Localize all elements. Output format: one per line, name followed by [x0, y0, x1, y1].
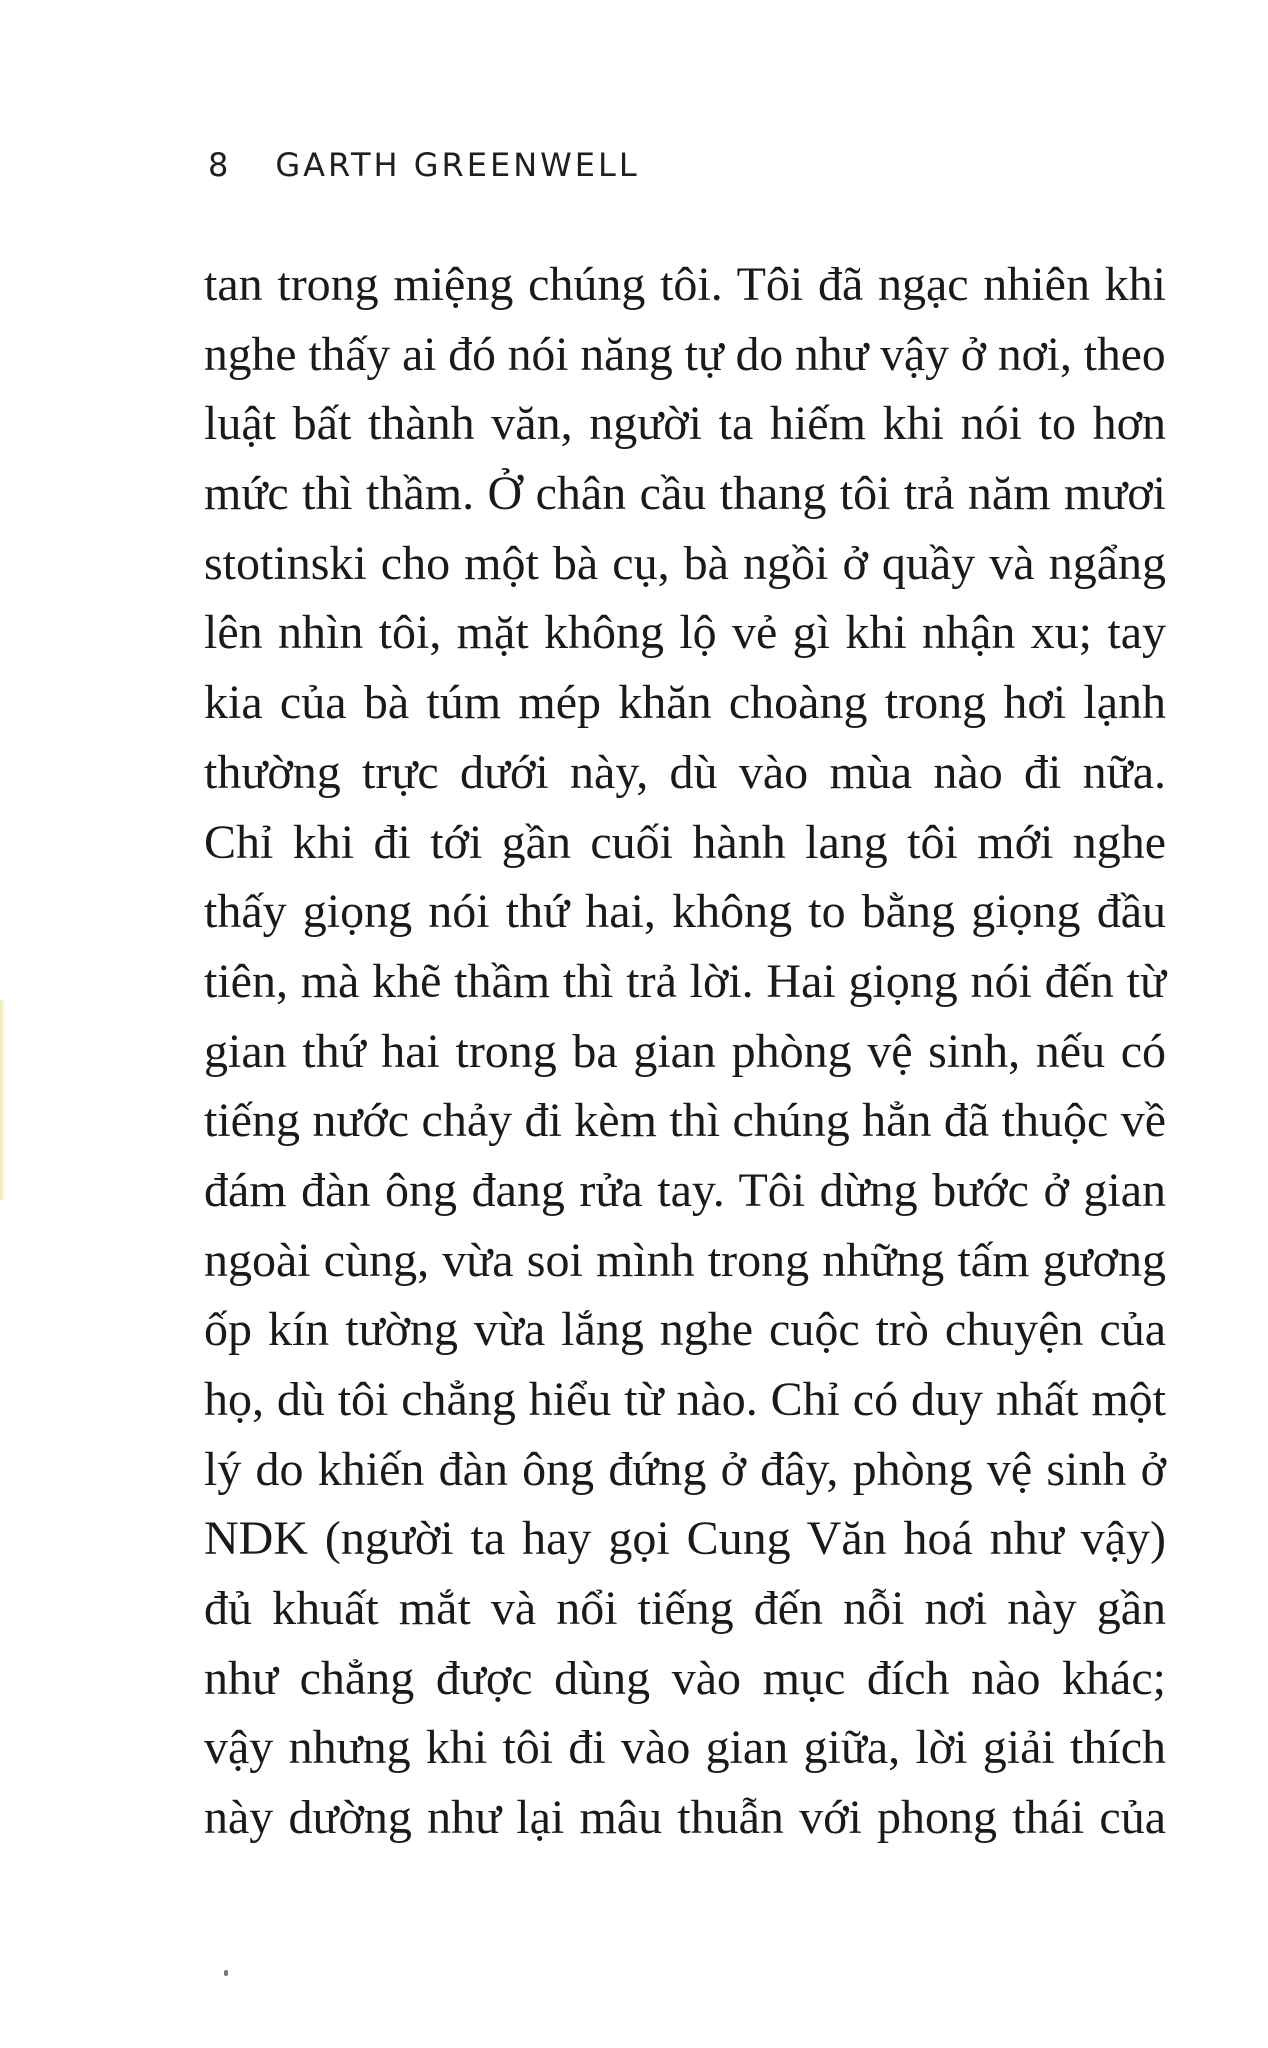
text-line: Chỉ khi đi tới gần cuối hành lang tôi mới nghe — [204, 815, 1166, 869]
text-line: tiếng nước chảy đi kèm thì chúng hẳn đã thuộc về — [204, 1094, 1166, 1148]
running-head — [208, 146, 640, 184]
text-line: gian thứ hai trong ba gian phòng vệ sinh, nếu có — [204, 1024, 1166, 1078]
text-line: lý do khiến đàn ông đứng ở đây, phòng vệ sinh ở — [204, 1442, 1166, 1496]
text-line: vậy nhưng khi tôi đi vào gian giữa, lời giải thích — [204, 1721, 1166, 1775]
author-name: GARTH GREENWELL — [275, 146, 640, 184]
text-line: ngoài cùng, vừa soi mình trong những tấm gương — [204, 1233, 1166, 1287]
text-line: lên nhìn tôi, mặt không lộ vẻ gì khi nhận xu; tay — [204, 606, 1166, 660]
text-line: đám đàn ông đang rửa tay. Tôi dừng bước ở gian — [204, 1163, 1166, 1217]
text-line: ốp kín tường vừa lắng nghe cuộc trò chuyện của — [204, 1303, 1166, 1357]
text-line: mức thì thầm. Ở chân cầu thang tôi trả năm mươi — [204, 467, 1166, 521]
text-line: nghe thấy ai đó nói năng tự do như vậy ở nơi, theo — [204, 327, 1166, 381]
paper-speck — [224, 1970, 228, 1976]
text-line: đủ khuất mắt và nổi tiếng đến nỗi nơi này gần — [204, 1582, 1166, 1636]
page-number: 8 — [208, 146, 232, 184]
text-line: như chẳng được dùng vào mục đích nào khác; — [204, 1651, 1166, 1705]
text-line: thấy giọng nói thứ hai, không to bằng giọng đầu — [204, 885, 1166, 939]
text-line: thường trực dưới này, dù vào mùa nào đi nữa. — [204, 745, 1166, 799]
text-line: stotinski cho một bà cụ, bà ngồi ở quầy và ngẩng — [204, 536, 1166, 590]
text-line: họ, dù tôi chẳng hiểu từ nào. Chỉ có duy nhất một — [204, 1373, 1166, 1426]
text-line: này dường như lại mâu thuẫn với phong thái của — [204, 1791, 1166, 1845]
text-line: NDK (người ta hay gọi Cung Văn hoá như vậy) — [204, 1512, 1166, 1566]
text-line: kia của bà túm mép khăn choàng trong hơi lạnh — [204, 676, 1166, 730]
page-edge-shadow — [0, 1000, 6, 1200]
text-line: tan trong miệng chúng tôi. Tôi đã ngạc nhiên khi — [204, 258, 1166, 311]
text-line: luật bất thành văn, người ta hiếm khi nói to hơn — [204, 397, 1166, 451]
text-line: tiên, mà khẽ thầm thì trả lời. Hai giọng nói đến từ — [204, 954, 1166, 1008]
body-text — [204, 250, 1166, 1853]
